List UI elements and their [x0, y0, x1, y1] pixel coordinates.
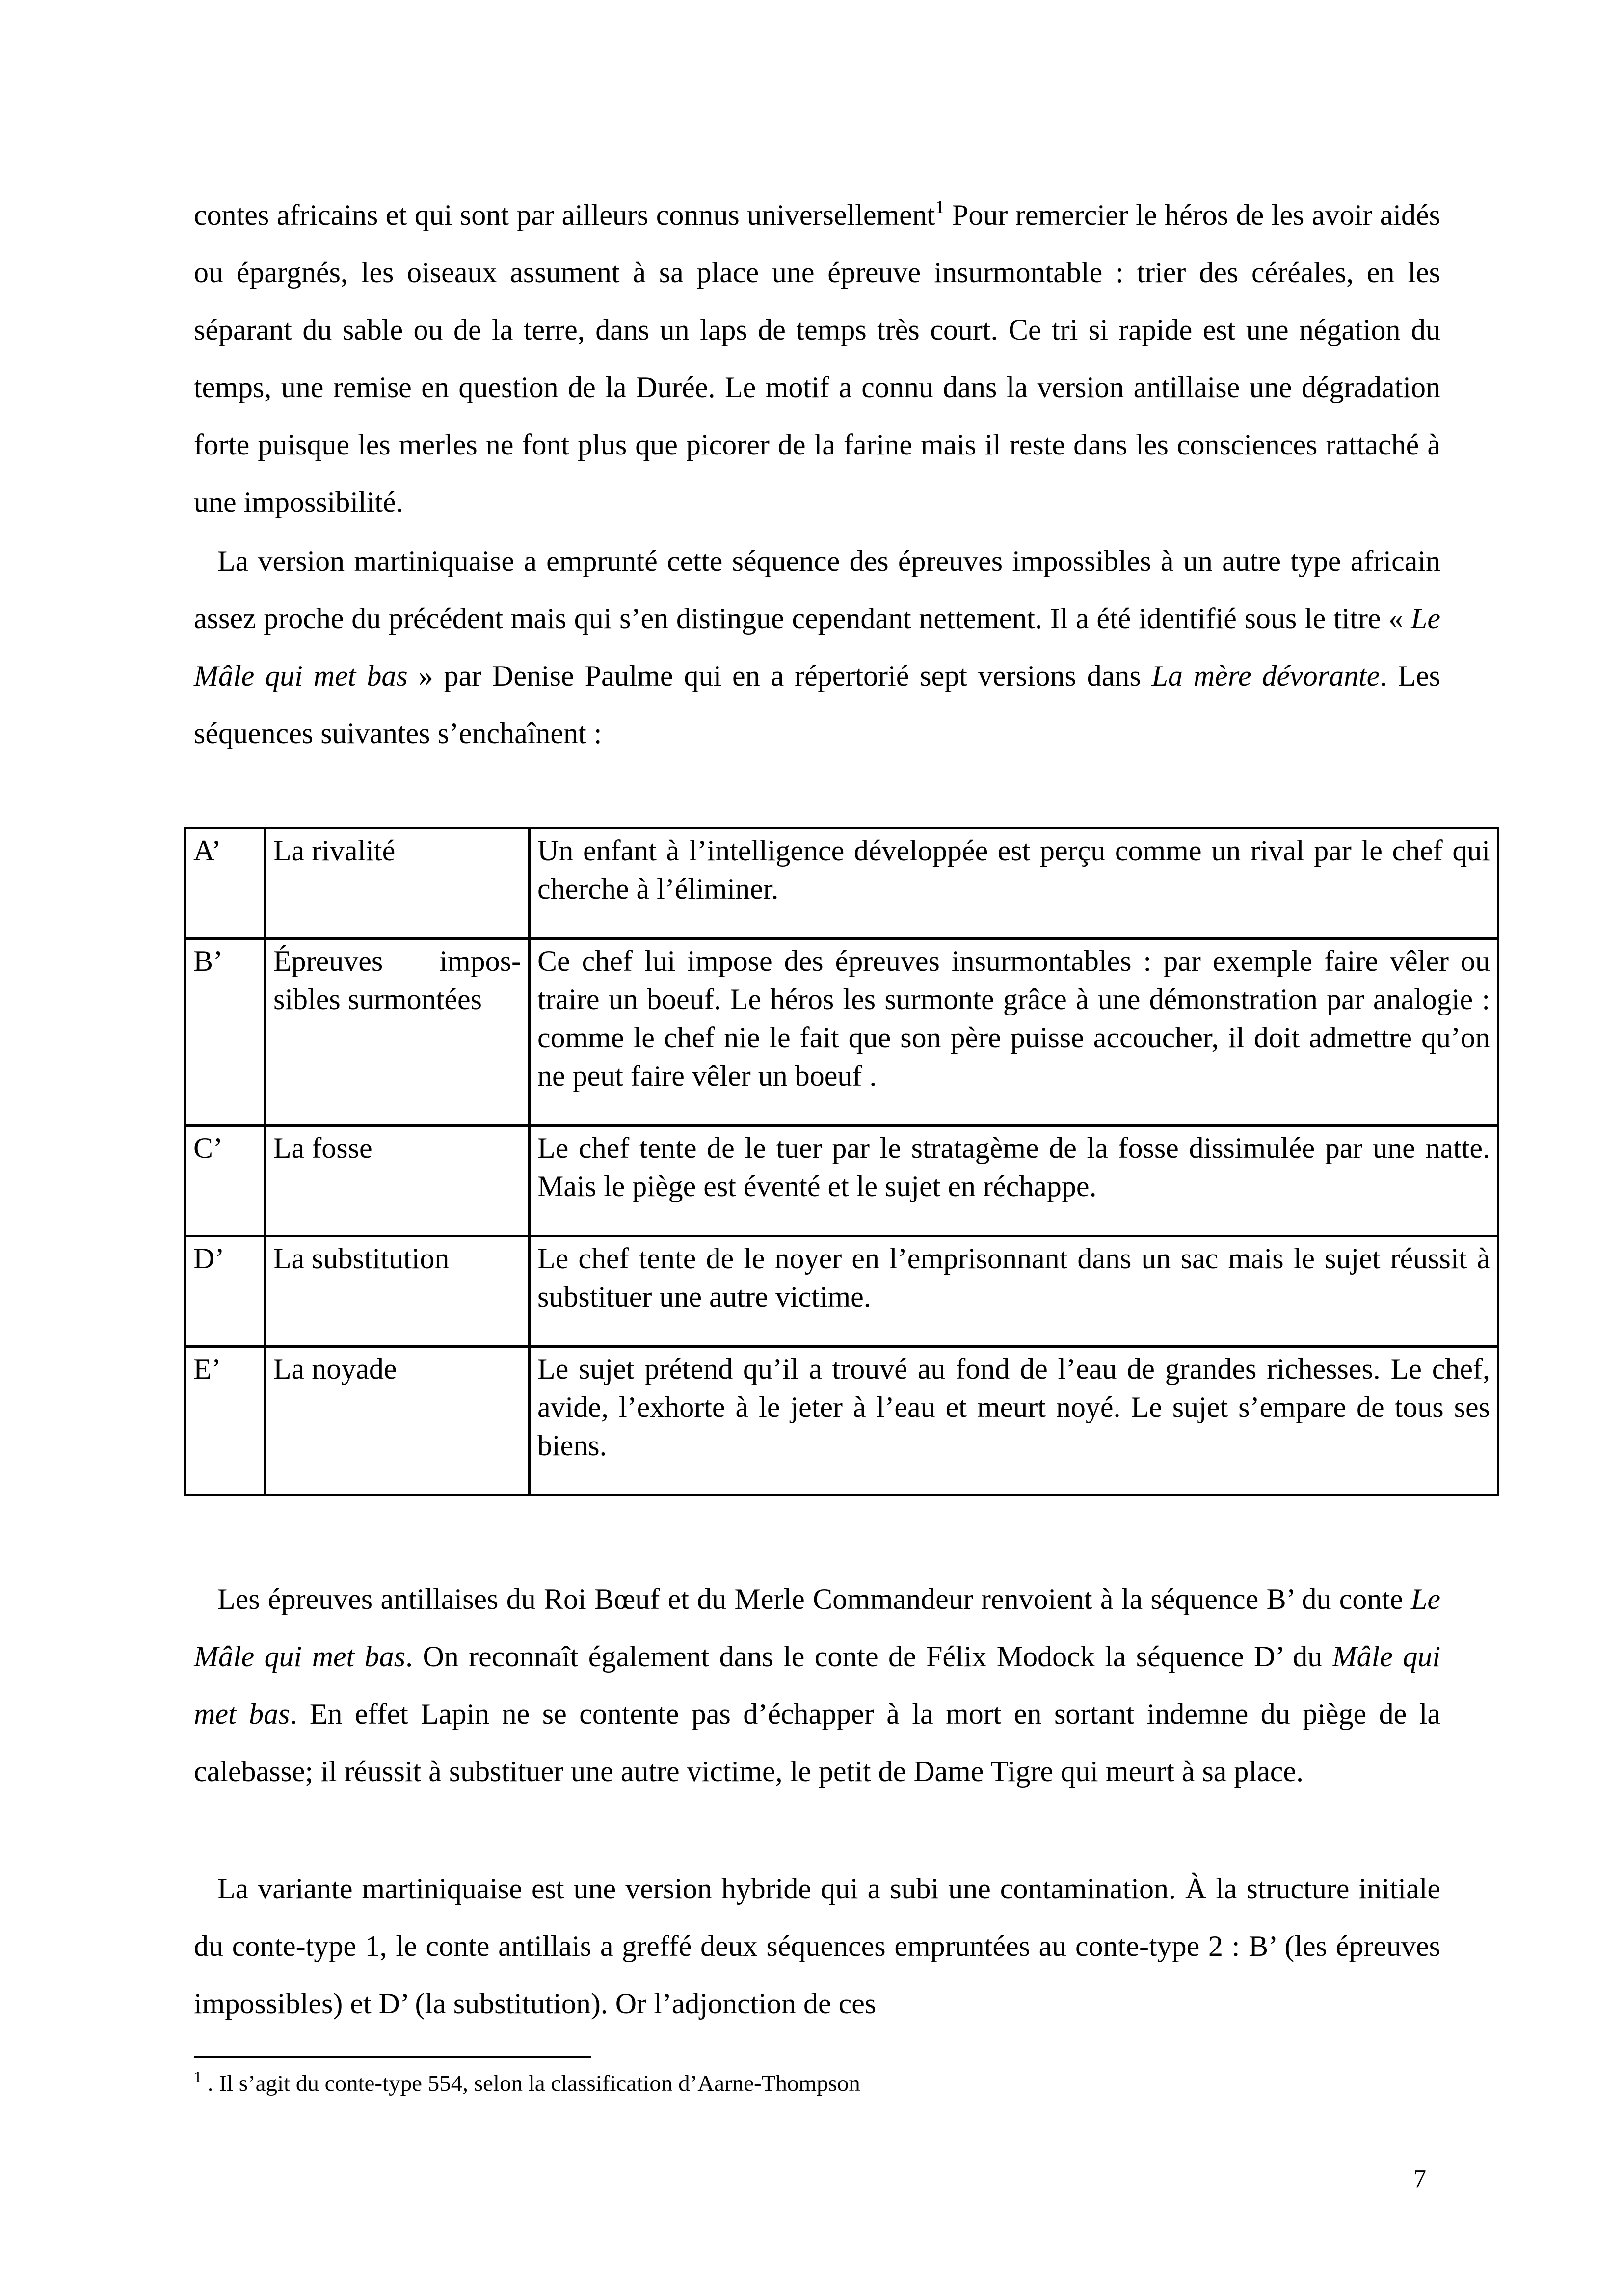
- sequence-title: La substitution: [266, 1236, 530, 1347]
- sequence-description: Un enfant à l’intelligence développée est perçu comme un rival par le chef qui cherche à l’éliminer.: [530, 828, 1498, 939]
- sequence-title: Épreuves impos-sibles surmontées: [266, 939, 530, 1126]
- page-number: 7: [1413, 2165, 1426, 2193]
- italic-title: Le Mâle qui met bas: [194, 1583, 1440, 1673]
- sequence-description: Le chef tente de le tuer par le stratagème de la fosse dissimulée par une natte. Mais le piège est éventé et le sujet en réchappe.: [530, 1126, 1498, 1236]
- footnote-marker: 1: [194, 2068, 202, 2085]
- paragraph-text: . On reconnaît également dans le conte de Félix Modock la séquence D’ du: [405, 1640, 1332, 1673]
- sequence-title: La fosse: [266, 1126, 530, 1236]
- sequence-table: [184, 827, 1499, 1496]
- paragraph-text: . Les séquences suivantes s’enchaînent :: [194, 660, 1441, 749]
- sequence-code: E’: [186, 1347, 266, 1495]
- table-row: [186, 1126, 1498, 1236]
- sequence-title: La rivalité: [266, 828, 530, 939]
- sequence-code: A’: [186, 828, 266, 939]
- italic-title: La mère dévorante: [1151, 660, 1380, 692]
- sequence-description: Le sujet prétend qu’il a trouvé au fond de l’eau de grandes richesses. Le chef, avide, l’exhorte à le jeter à l’eau et meurt noyé. Le sujet s’empare de tous ses biens.: [530, 1347, 1498, 1495]
- paragraph-text: La version martiniquaise a emprunté cette séquence des épreuves impossibles à un autre type africain assez proche du précédent mais qui s’en distingue cependant nettement. Il a été identifié sous le titre «: [194, 545, 1440, 635]
- footnote: [194, 2069, 860, 2098]
- table-row: [186, 1236, 1498, 1347]
- paragraph-text: Les épreuves antillaises du Roi Bœuf et du Merle Commandeur renvoient à la séquence B’ du conte: [217, 1583, 1411, 1615]
- sequence-code: B’: [186, 939, 266, 1126]
- footnote-ref[interactable]: 1: [935, 197, 945, 217]
- paragraph-2: [194, 533, 1440, 762]
- sequence-code: D’: [186, 1236, 266, 1347]
- paragraph-1: [194, 187, 1440, 531]
- table-row: [186, 828, 1498, 939]
- italic-title: Le Mâle qui met bas: [194, 602, 1440, 692]
- paragraph-text: » par Denise Paulme qui en a répertorié sept versions dans: [407, 660, 1152, 692]
- table-row: [186, 939, 1498, 1126]
- footnote-text: . Il s’agit du conte-type 554, selon la classification d’Aarne-Thompson: [202, 2071, 860, 2096]
- table-row: [186, 1347, 1498, 1495]
- sequence-description: Ce chef lui impose des épreuves insurmontables : par exemple faire vêler ou traire un boeuf. Le héros les surmonte grâce à une démonstration par analogie : comme le chef nie le fait que son père puisse accoucher, il doit admettre qu’on ne peut faire vêler un boeuf .: [530, 939, 1498, 1126]
- paragraph-4: [194, 1860, 1440, 2032]
- paragraph-text: La variante martiniquaise est une version hybride qui a subi une contamination. À la structure initiale du conte-type 1, le conte antillais a greffé deux séquences empruntées au conte-type 2 : B’ (les épreuves impossibles) et D’ (la substitution). Or l’adjonction de ces: [194, 1872, 1440, 2020]
- sequence-description: Le chef tente de le noyer en l’emprisonnant dans un sac mais le sujet réussit à substituer une autre victime.: [530, 1236, 1498, 1347]
- paragraph-text: contes africains et qui sont par ailleurs connus universellement: [194, 199, 935, 231]
- paragraph-text: . En effet Lapin ne se contente pas d’échapper à la mort en sortant indemne du piège de la calebasse; il réussit à substituer une autre victime, le petit de Dame Tigre qui meurt à sa place.: [194, 1698, 1440, 1788]
- sequence-code: C’: [186, 1126, 266, 1236]
- paragraph-3: [194, 1571, 1440, 1800]
- sequence-title: La noyade: [266, 1347, 530, 1495]
- italic-title: Mâle qui met bas: [194, 1640, 1441, 1730]
- paragraph-text: Pour remercier le héros de les avoir aidés ou épargnés, les oiseaux assument à sa place une épreuve insurmontable : trier des céréales, en les séparant du sable ou de la terre, dans un laps de temps très court. Ce tri si rapide est une négation du temps, une remise en question de la Durée. Le motif a connu dans la version antillaise une dégradation forte puisque les merles ne font plus que picorer de la farine mais il reste dans les consciences rattaché à une impossibilité.: [194, 199, 1440, 518]
- footnote-separator: [194, 2056, 591, 2058]
